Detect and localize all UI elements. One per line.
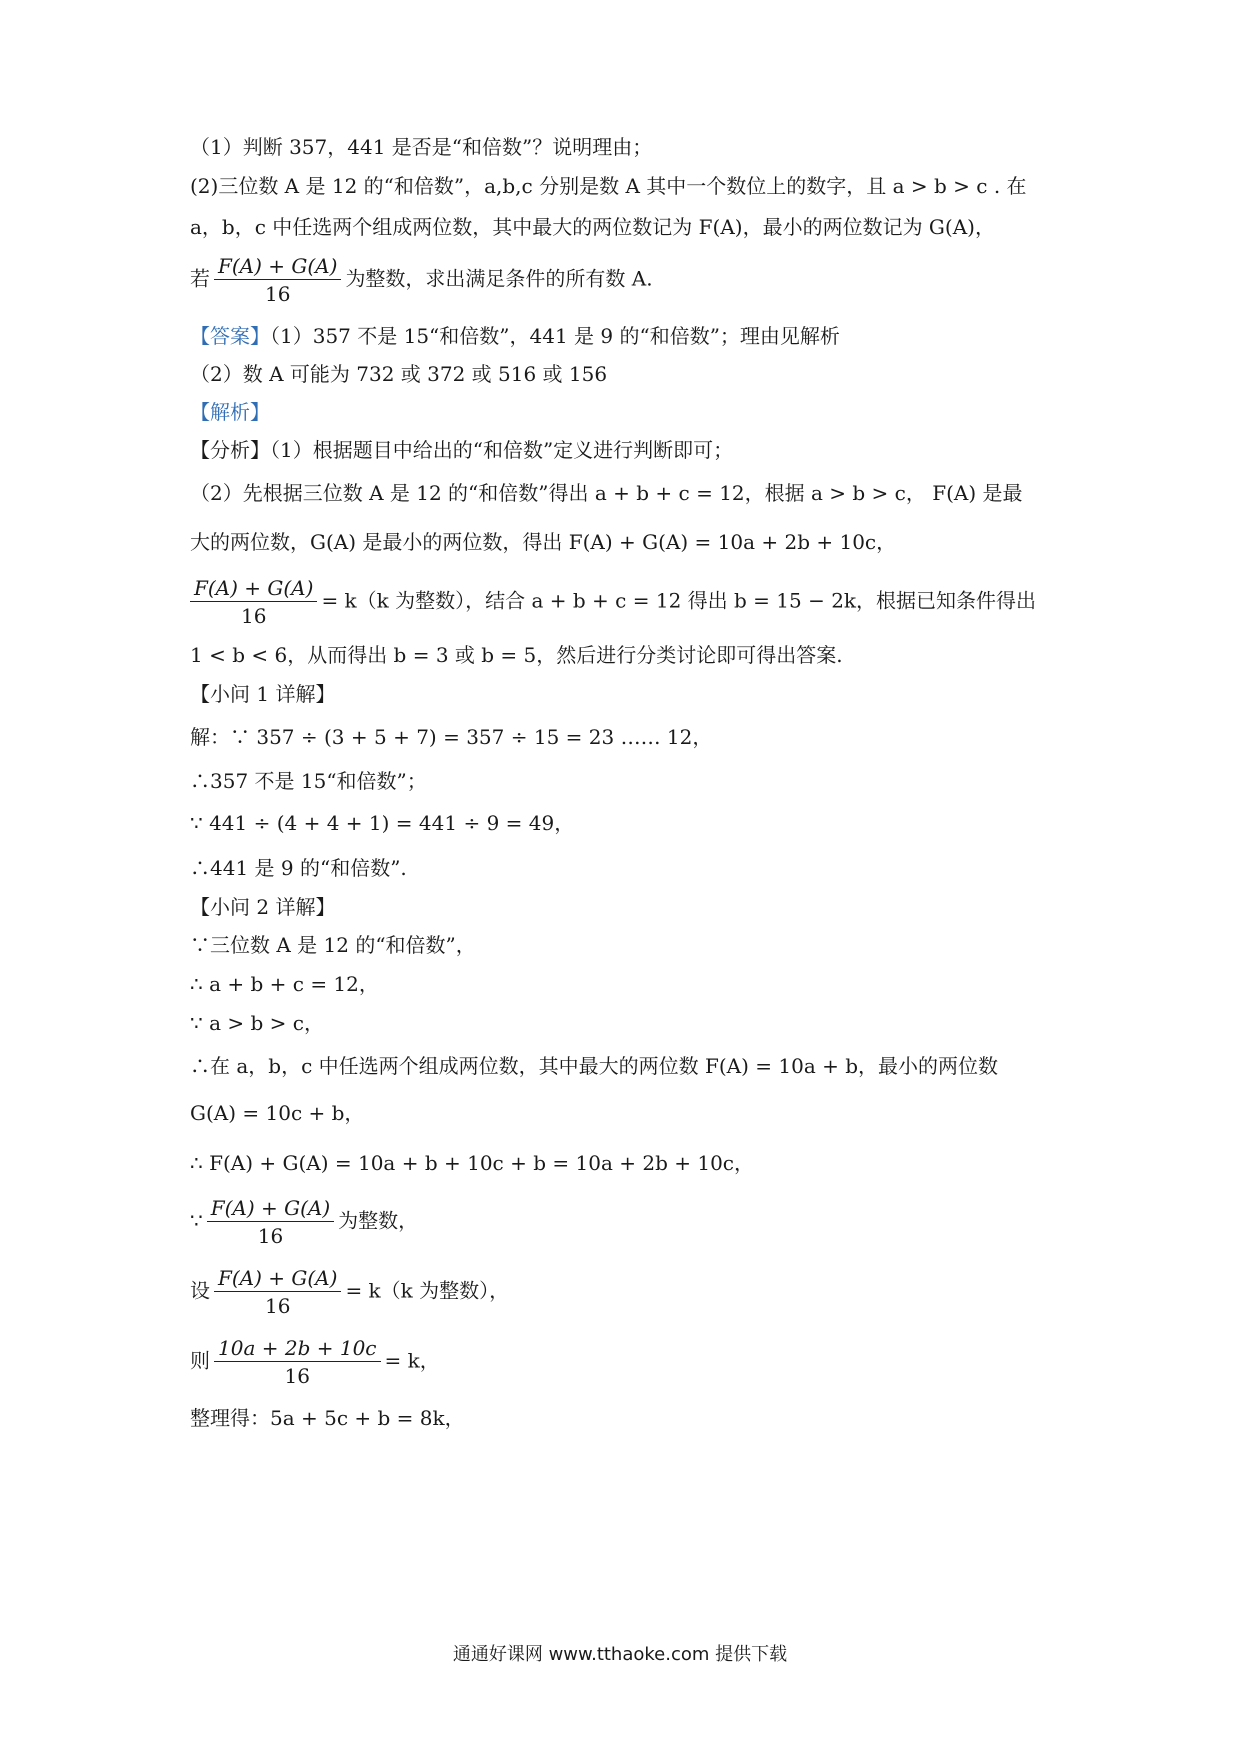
fenxi-line-5: 1 < b < 6，从而得出 b = 3 或 b = 5，然后进行分类讨论即可得出答案.: [190, 643, 843, 667]
sub2-line-2: ∴ a + b + c = 12，: [190, 972, 379, 996]
sub2-line-9: [190, 1338, 1120, 1386]
fraction: [214, 256, 341, 304]
question-2-line-2: a，b，c 中任选两个组成两位数，其中最大的两位数记为 F(A)，最小的两位数记为 G(A)，: [190, 215, 995, 239]
prefix: 则: [190, 1348, 210, 1373]
sub2-tag: 【小问 2 详解】: [190, 895, 336, 919]
suffix: = k，: [384, 1348, 440, 1373]
sub2-line-6: ∴ F(A) + G(A) = 10a + b + 10c + b = 10a + 2b + 10c，: [190, 1151, 754, 1175]
sub2-line-3: ∵ a > b > c，: [190, 1011, 324, 1035]
fenxi-line-3: 大的两位数，G(A) 是最小的两位数，得出 F(A) + G(A) = 10a + 2b + 10c，: [190, 530, 897, 554]
suffix: = k（k 为整数），结合 a + b + c = 12 得出 b = 15 − 2k，根据已知条件得出: [321, 588, 1037, 613]
sub1-line-3: ∵ 441 ÷ (4 + 4 + 1) = 441 ÷ 9 = 49，: [190, 811, 575, 835]
fraction-denominator: 16: [257, 1224, 284, 1248]
prefix: 若: [190, 266, 210, 291]
fraction-numerator: F(A) + G(A): [214, 1268, 341, 1292]
fraction-numerator: F(A) + G(A): [207, 1198, 334, 1222]
fraction-denominator: 16: [284, 1364, 310, 1388]
prefix: ∵: [190, 1208, 203, 1233]
fraction-numerator: 10a + 2b + 10c: [214, 1338, 381, 1362]
fenxi-line-1: 【分析】（1）根据题目中给出的“和倍数”定义进行判断即可；: [190, 438, 734, 462]
answer-tag: 【答案】: [190, 324, 270, 348]
question-1: （1）判断 357，441 是否是“和倍数”？说明理由；: [190, 135, 653, 159]
sub2-line-8: [190, 1268, 1120, 1316]
sub2-line-4: ∴在 a，b，c 中任选两个组成两位数，其中最大的两位数 F(A) = 10a + b，最小的两位数: [190, 1054, 999, 1078]
sub1-line-1: 解：∵ 357 ÷ (3 + 5 + 7) = 357 ÷ 15 = 23 …… 12，: [190, 725, 713, 749]
question-2-line-3: [190, 256, 1120, 304]
fraction: [214, 1268, 341, 1316]
fraction: [190, 578, 317, 626]
sub2-line-7: [190, 1198, 1120, 1246]
sub2-line-10: 整理得：5a + 5c + b = 8k，: [190, 1406, 465, 1430]
fenxi-line-4: [190, 578, 1120, 626]
footer-text: 通通好课网 www.tthaoke.com 提供下载: [452, 1644, 788, 1665]
suffix: 为整数，: [338, 1208, 419, 1233]
analysis-tag: 【解析】: [190, 400, 270, 424]
sub2-line-1: ∵三位数 A 是 12 的“和倍数”，: [190, 933, 476, 957]
suffix: 为整数，求出满足条件的所有数 A.: [345, 266, 653, 291]
sub2-line-5: G(A) = 10c + b，: [190, 1101, 365, 1125]
sub1-line-4: ∴441 是 9 的“和倍数”.: [190, 856, 407, 880]
prefix: 设: [190, 1278, 210, 1303]
sub1-line-2: ∴357 不是 15“和倍数”；: [190, 769, 427, 793]
answer-text-1: （1）357 不是 15“和倍数”，441 是 9 的“和倍数”；理由见解析: [270, 324, 840, 348]
fraction: [214, 1338, 381, 1386]
suffix: = k（k 为整数），: [345, 1278, 510, 1303]
fraction-denominator: 16: [264, 1294, 291, 1318]
fraction-denominator: 16: [264, 282, 291, 306]
answer-line-1: [190, 326, 1120, 346]
fraction-numerator: F(A) + G(A): [190, 578, 317, 602]
fenxi-line-2: （2）先根据三位数 A 是 12 的“和倍数”得出 a + b + c = 12，根据 a > b > c， F(A) 是最: [190, 481, 1023, 505]
fraction: [207, 1198, 334, 1246]
fraction-denominator: 16: [240, 604, 267, 628]
question-2-line-1: (2)三位数 A 是 12 的“和倍数”，a,b,c 分别是数 A 其中一个数位上的数字，且 a > b > c . 在: [190, 174, 1027, 198]
fraction-numerator: F(A) + G(A): [214, 256, 341, 280]
answer-line-2: （2）数 A 可能为 732 或 372 或 516 或 156: [190, 362, 608, 386]
sub1-tag: 【小问 1 详解】: [190, 682, 336, 706]
